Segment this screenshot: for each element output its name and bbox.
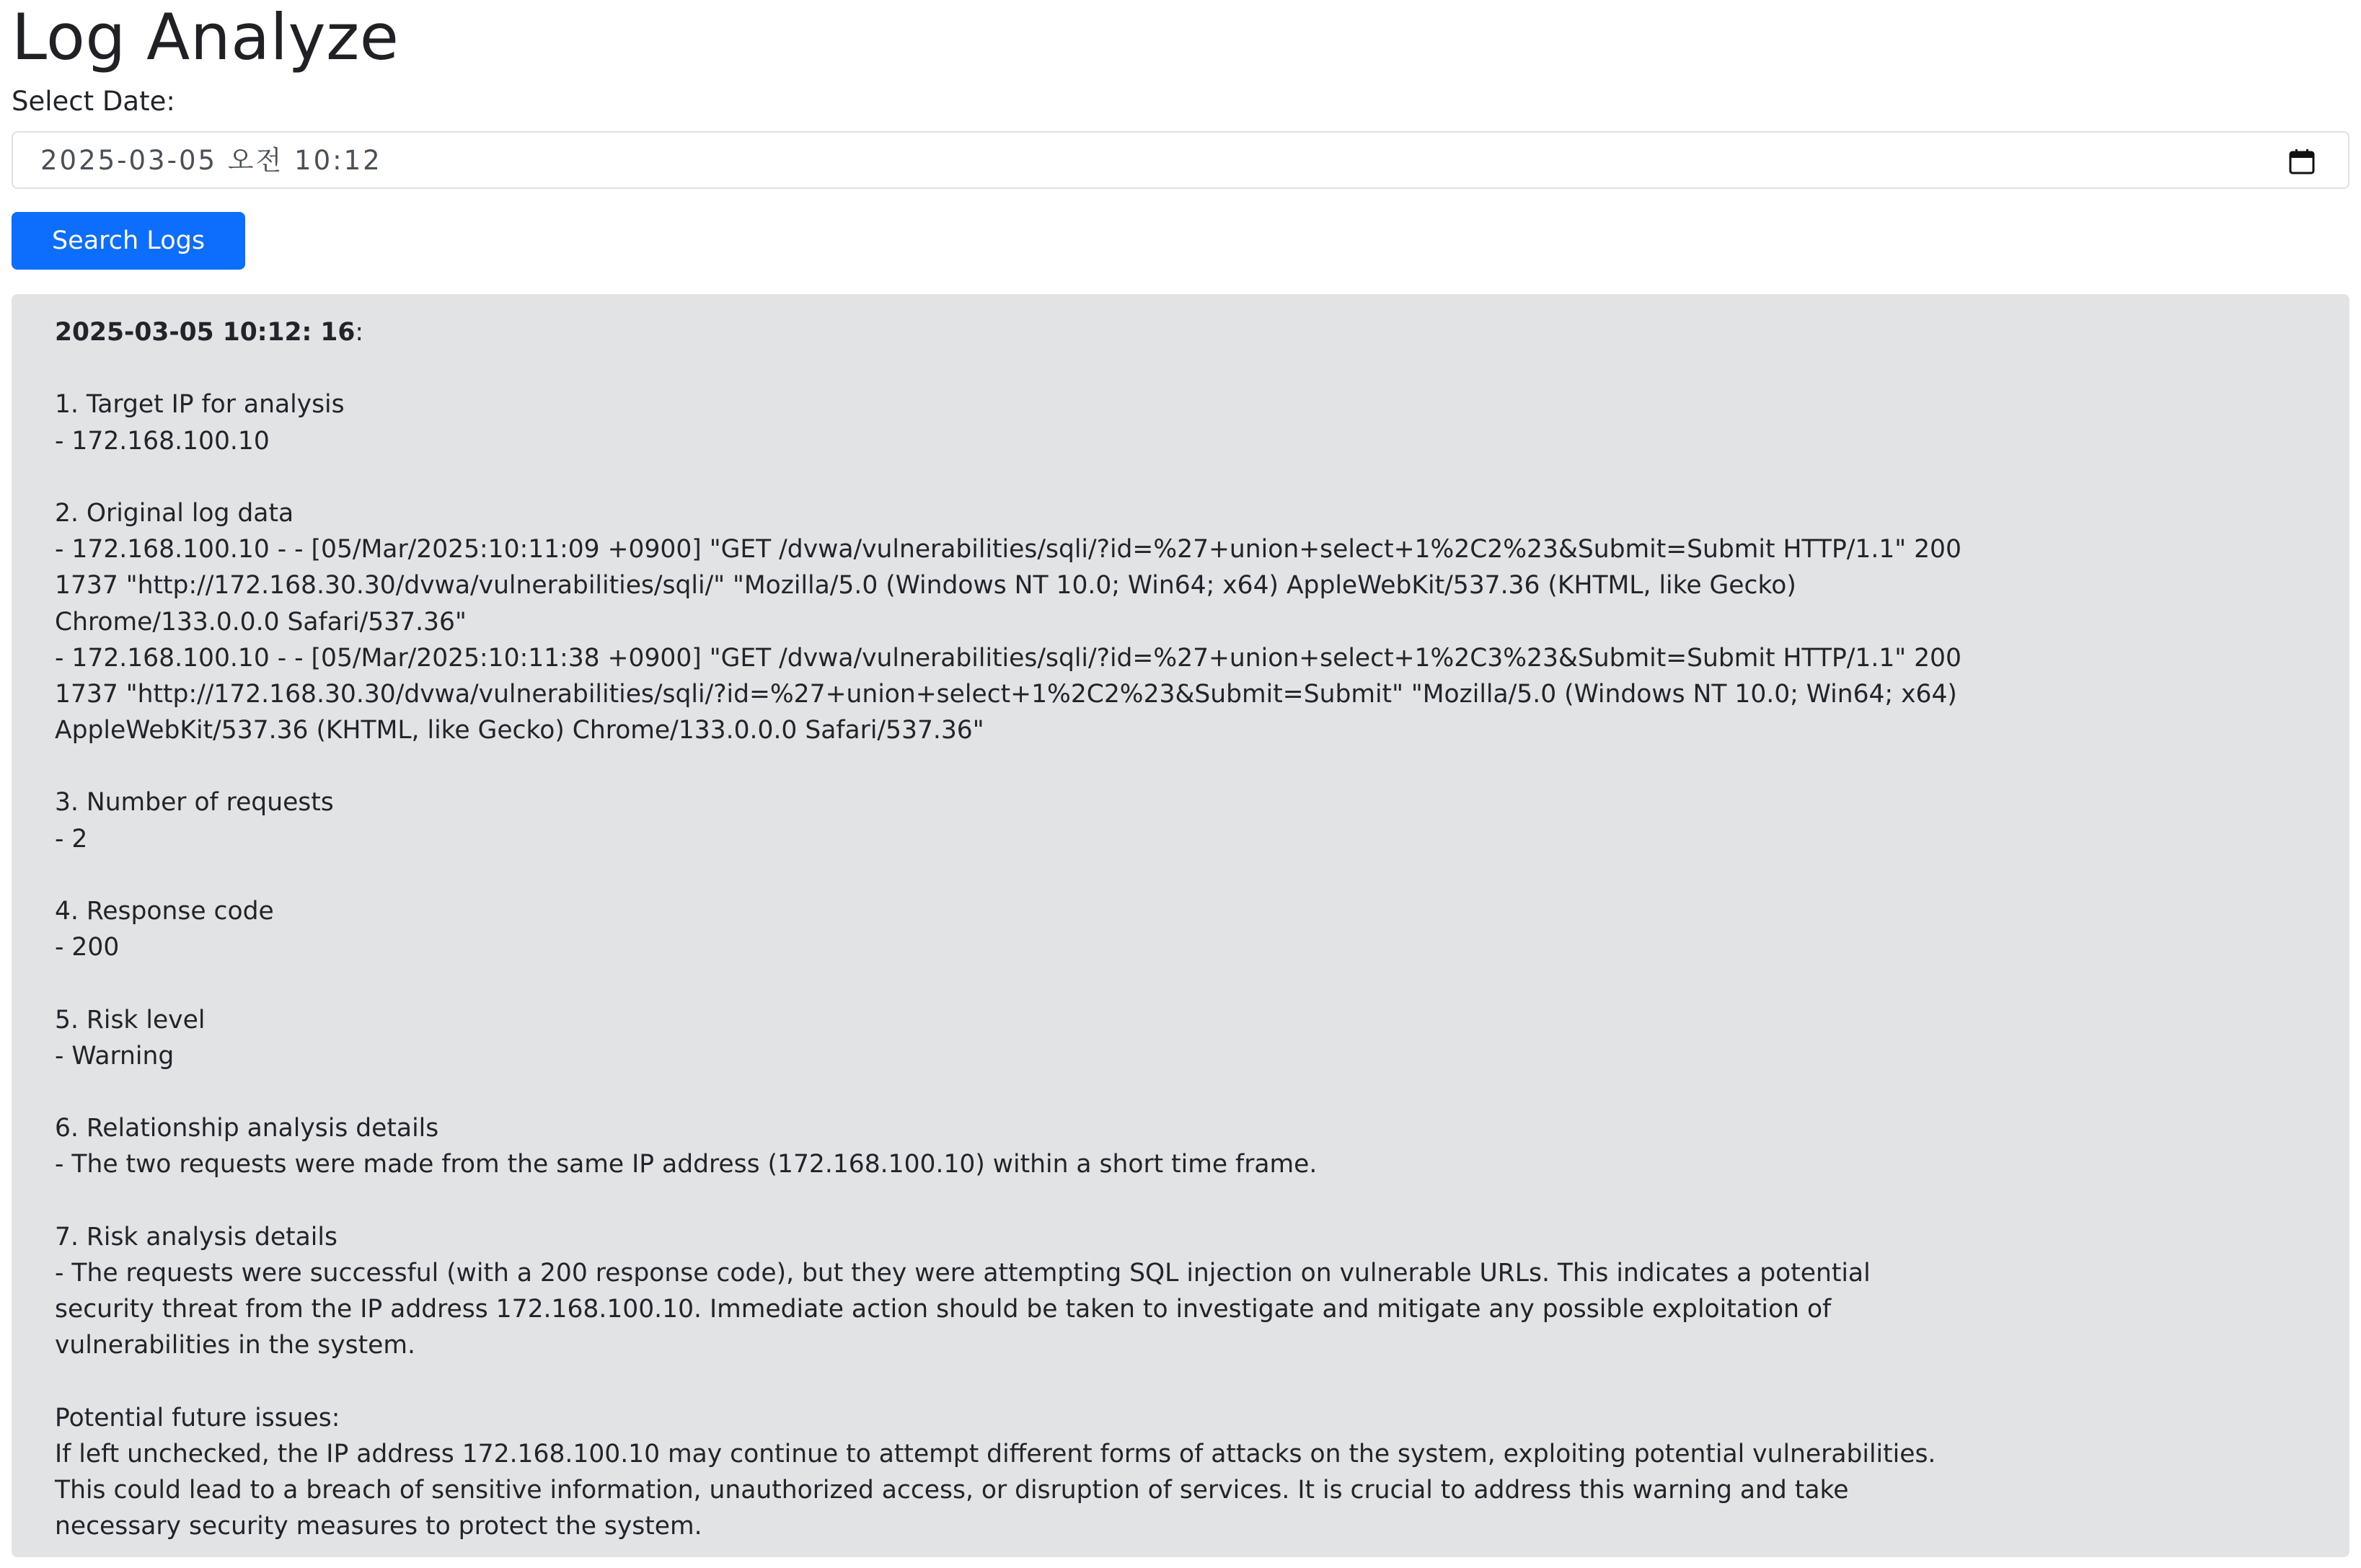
log-analysis-result <box>12 294 2349 1557</box>
result-line: - 172.168.100.10 - - [05/Mar/2025:10:11:09 +0900] "GET /dvwa/vulnerabilities/sqli/?id=%27+union+select+1%2C2%23&Submit=Submit HTTP/1.1" 200 <box>55 535 1961 564</box>
calendar-icon[interactable] <box>2287 147 2316 176</box>
result-line: 1737 "http://172.168.30.30/dvwa/vulnerabilities/sqli/?id=%27+union+select+1%2C2%23&Submit=Submit" "Mozilla/5.0 (Windows NT 10.0; Win64; x64) <box>55 679 1957 709</box>
result-timestamp: 2025-03-05 10:12: 16 <box>55 318 356 347</box>
result-line: 3. Number of requests <box>55 788 334 818</box>
result-line: - The two requests were made from the same IP address (172.168.100.10) within a short time frame. <box>55 1150 1318 1179</box>
result-line: 1. Target IP for analysis <box>55 390 345 420</box>
date-label: Select Date: <box>12 86 175 117</box>
result-blank-line <box>55 748 2318 784</box>
result-line: 4. Response code <box>55 897 274 926</box>
result-blank-line <box>55 1363 2318 1399</box>
result-blank-line <box>55 459 2318 495</box>
result-line: vulnerabilities in the system. <box>55 1331 415 1360</box>
result-timestamp-line <box>55 314 2318 350</box>
result-line: - 2 <box>55 824 88 854</box>
result-line: This could lead to a breach of sensitive information, unauthorized access, or disruption of services. It is crucial to address this warning and take <box>55 1476 1849 1505</box>
date-input-value[interactable]: 2025-03-05 오전 10:12 <box>40 145 382 176</box>
result-line: Potential future issues: <box>55 1403 340 1432</box>
result-line: 6. Relationship analysis details <box>55 1114 439 1143</box>
result-blank-line <box>55 857 2318 893</box>
result-line: necessary security measures to protect the system. <box>55 1512 702 1541</box>
result-blank-line <box>55 1183 2318 1219</box>
result-line: - 172.168.100.10 - - [05/Mar/2025:10:11:38 +0900] "GET /dvwa/vulnerabilities/sqli/?id=%27+union+select+1%2C3%23&Submit=Submit HTTP/1.1" 200 <box>55 643 1961 673</box>
result-line: - The requests were successful (with a 200 response code), but they were attempting SQL injection on vulnerable URLs. This indicates a potential <box>55 1258 1871 1288</box>
result-line: 1737 "http://172.168.30.30/dvwa/vulnerabilities/sqli/" "Mozilla/5.0 (Windows NT 10.0; Win64; x64) AppleWebKit/537.36 (KHTML, like Gecko) <box>55 571 1796 601</box>
result-line: security threat from the IP address 172.168.100.10. Immediate action should be taken to investigate and mitigate any possible exploitation of <box>55 1295 1832 1324</box>
date-input[interactable] <box>12 131 2349 189</box>
result-line: - 200 <box>55 933 120 962</box>
result-line: 7. Risk analysis details <box>55 1222 337 1252</box>
search-logs-button[interactable]: Search Logs <box>12 212 245 270</box>
result-line: If left unchecked, the IP address 172.168.100.10 may continue to attempt different forms of attacks on the system, exploiting potential vulnerabilities. <box>55 1439 1936 1469</box>
result-line: - Warning <box>55 1041 175 1071</box>
result-line: Chrome/133.0.0.0 Safari/537.36" <box>55 607 467 637</box>
result-lines <box>55 350 2318 1544</box>
result-line: AppleWebKit/537.36 (KHTML, like Gecko) Chrome/133.0.0.0 Safari/537.36" <box>55 716 984 745</box>
result-timestamp-colon: : <box>355 318 363 347</box>
result-blank-line <box>55 1074 2318 1110</box>
page-title: Log Analyze <box>12 0 400 74</box>
result-blank-line <box>55 965 2318 1001</box>
result-line: 2. Original log data <box>55 498 294 528</box>
result-line: - 172.168.100.10 <box>55 426 270 456</box>
result-blank-line <box>55 350 2318 386</box>
result-line: 5. Risk level <box>55 1005 206 1035</box>
